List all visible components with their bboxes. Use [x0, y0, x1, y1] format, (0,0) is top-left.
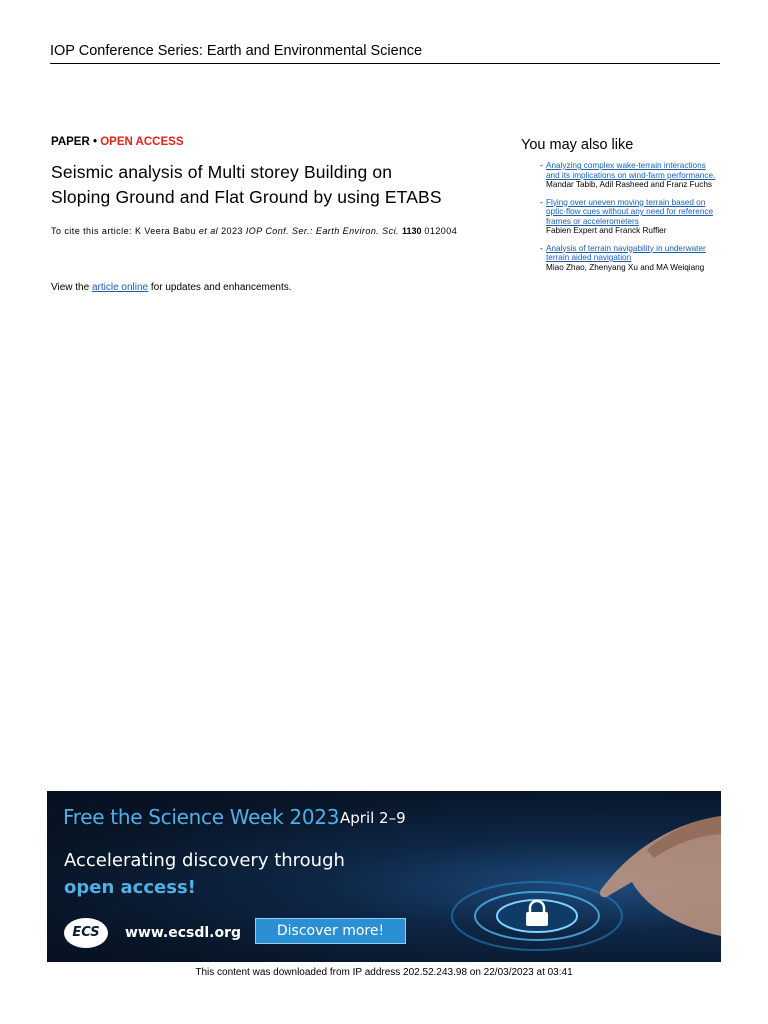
article-title-line-2: Sloping Ground and Flat Ground by using ETABS [51, 187, 442, 207]
banner-url[interactable]: www.ecsdl.org [125, 925, 242, 941]
related-item [521, 161, 719, 190]
related-item [521, 198, 719, 236]
banner-tagline-highlight: open access! [64, 877, 196, 898]
article-title-line-1: Seismic analysis of Multi storey Building on [51, 162, 393, 182]
related-item-authors: Mandar Tabib, Adil Rasheed and Franz Fuchs [546, 180, 712, 189]
related-item-title-link[interactable]: Analysis of terrain navigability in underwater terrain aided navigation [546, 243, 706, 262]
journal-name: IOP Conference Series: Earth and Environmental Science [50, 43, 423, 59]
related-articles [521, 136, 719, 280]
related-heading: You may also like [521, 137, 634, 153]
paper-type-line [51, 136, 184, 148]
cite-authors: K Veera Babu [134, 226, 196, 236]
list-dash: - [540, 243, 543, 253]
view-online-line [51, 282, 292, 293]
ecs-advertisement-banner[interactable] [47, 791, 721, 962]
view-suffix: for updates and enhancements. [148, 282, 292, 293]
cite-prefix: To cite this article: [51, 226, 135, 236]
article-title [51, 160, 521, 210]
journal-header [50, 42, 720, 64]
open-access-badge: OPEN ACCESS [100, 136, 184, 148]
banner-title: Free the Science Week 2023 [63, 805, 340, 829]
cite-volume: 1130 [401, 226, 422, 236]
view-prefix: View the [51, 282, 92, 293]
related-item-title-link[interactable]: Analyzing complex wake-terrain interactions and its implications on wind-farm performance. [546, 161, 716, 180]
ecs-logo: ECS [64, 918, 108, 948]
download-notice: This content was downloaded from IP address 202.52.243.98 on 22/03/2023 at 03:41 [195, 967, 573, 978]
list-dash: - [540, 161, 543, 170]
lock-graphic [442, 816, 721, 962]
cite-journal: IOP Conf. Ser.: Earth Environ. Sci. [245, 226, 399, 236]
cite-year: 2023 [221, 226, 243, 236]
article-online-link[interactable]: article online [91, 282, 149, 293]
paper-type-label: PAPER [51, 136, 90, 148]
cite-article-number: 012004 [424, 226, 458, 236]
related-item [521, 244, 719, 273]
list-dash: - [540, 197, 543, 207]
cite-etal: et al [198, 226, 219, 236]
citation-line [51, 226, 457, 236]
related-item-authors: Fabien Expert and Franck Ruffier [546, 226, 667, 235]
related-item-title-link[interactable]: Flying over uneven moving terrain based on optic-flow cues without any need for reference frames or accelerometers [546, 197, 714, 226]
banner-dates: April 2–9 [340, 809, 406, 827]
type-separator: • [89, 136, 101, 148]
related-item-authors: Miao Zhao, Zhenyang Xu and MA Weiqiang [546, 262, 705, 272]
discover-more-button[interactable]: Discover more! [255, 918, 406, 944]
banner-tagline: Accelerating discovery through [64, 850, 345, 871]
